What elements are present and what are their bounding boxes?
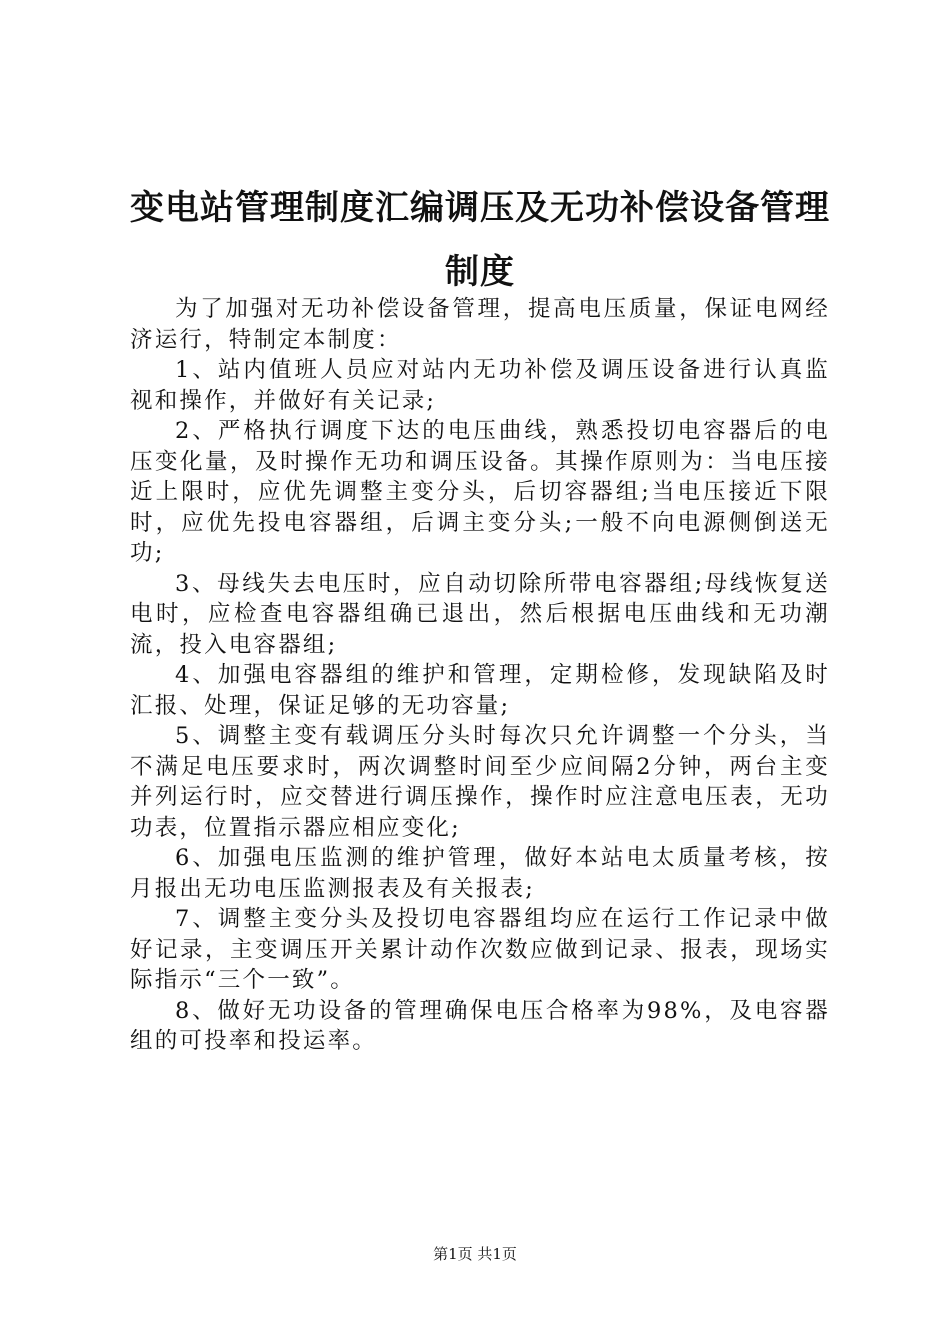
document-body: [130, 294, 830, 1057]
paragraph-item-3: 3、母线失去电压时，应自动切除所带电容器组;母线恢复送电时，应检查电容器组确已退出，然后根据电压曲线和无功潮流，投入电容器组;: [130, 570, 830, 658]
paragraph-item-4: 4、加强电容器组的维护和管理，定期检修，发现缺陷及时汇报、处理，保证足够的无功容量;: [130, 662, 830, 719]
paragraph-item-2: 2、严格执行调度下达的电压曲线，熟悉投切电容器后的电压变化量，及时操作无功和调压设备。其操作原则为：当电压接近上限时，应优先调整主变分头，后切容器组;当电压接近下限时，应优先投电容器组，后调主变分头;一般不向电源侧倒送无功;: [130, 418, 830, 566]
paragraph-item-6: 6、加强电压监测的维护管理，做好本站电太质量考核，按月报出无功电压监测报表及有关报表;: [130, 845, 830, 902]
paragraph-item-8: 8、做好无功设备的管理确保电压合格率为98%，及电容器组的可投率和投运率。: [130, 997, 830, 1054]
paragraph-intro: 为了加强对无功补偿设备管理，提高电压质量，保证电网经济运行，特制定本制度：: [130, 296, 830, 353]
paragraph-item-5: 5、调整主变有载调压分头时每次只允许调整一个分头，当不满足电压要求时，两次调整时间至少应间隔2分钟，两台主变并列运行时，应交替进行调压操作，操作时应注意电压表，无功功表，位置指示器应相应变化;: [130, 723, 830, 841]
paragraph-item-1: 1、站内值班人员应对站内无功补偿及调压设备进行认真监视和操作，并做好有关记录;: [130, 357, 830, 414]
document-title: 变电站管理制度汇编调压及无功补偿设备管理制度: [130, 188, 830, 292]
page-footer: 第1页 共1页: [433, 1245, 517, 1263]
paragraph-item-7: 7、调整主变分头及投切电容器组均应在运行工作记录中做好记录，主变调压开关累计动作次数应做到记录、报表，现场实际指示“三个一致”。: [130, 906, 830, 993]
